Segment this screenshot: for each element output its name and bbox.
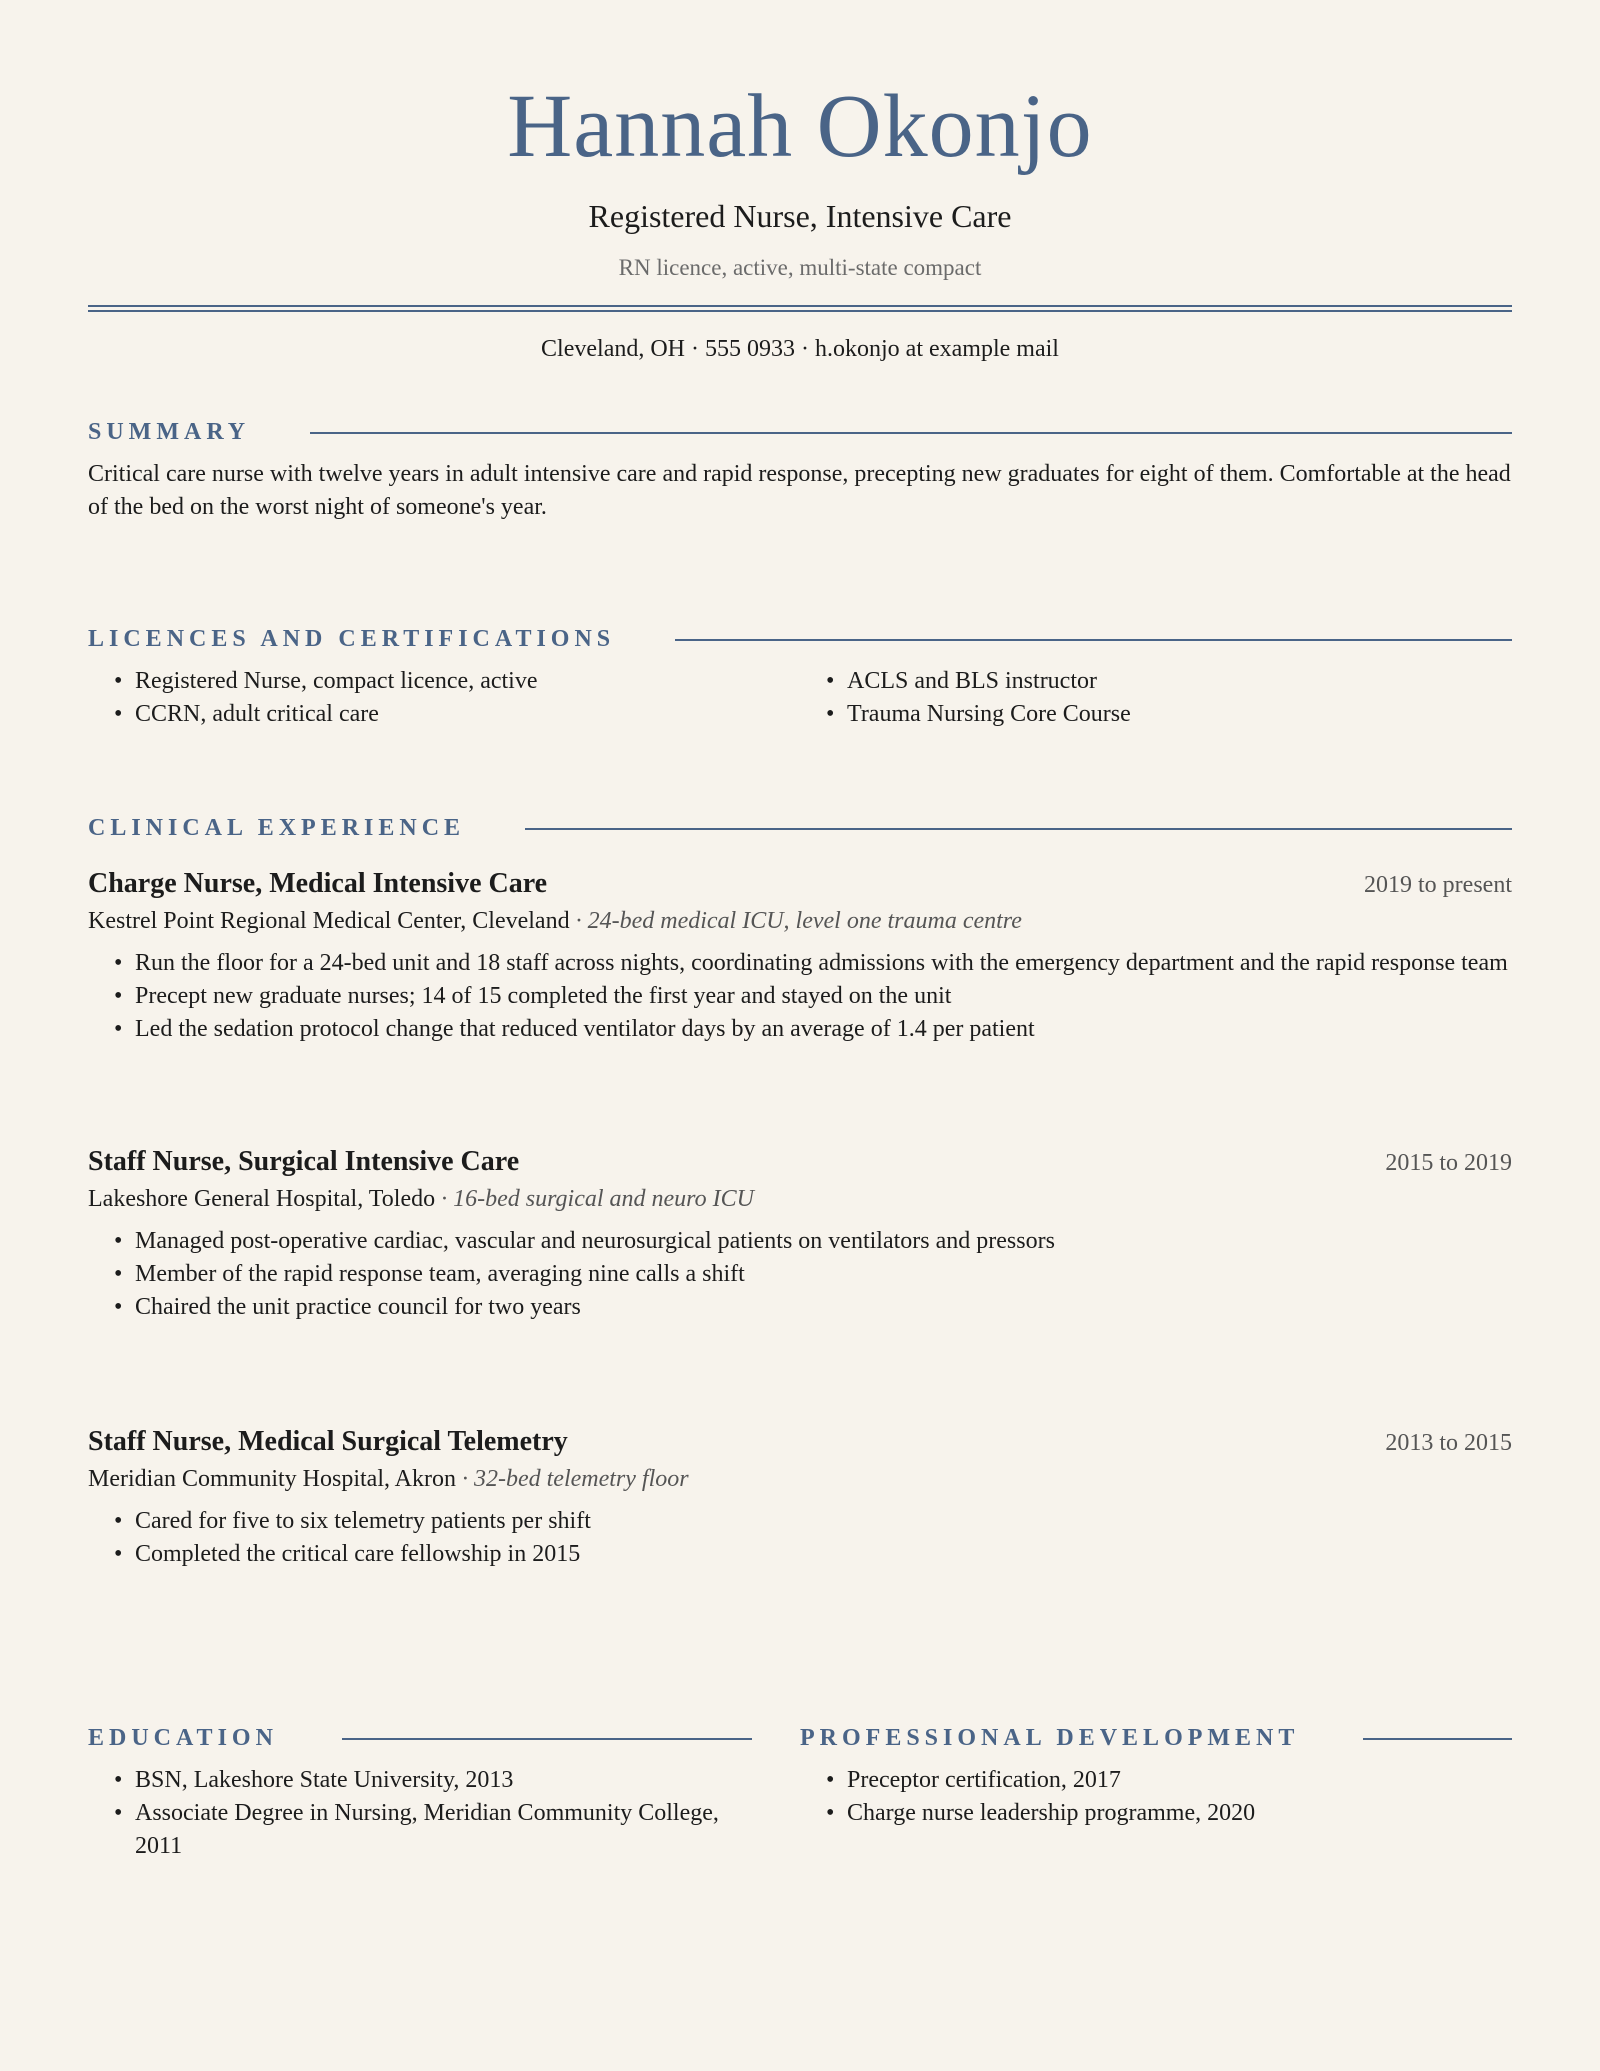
licences-heading-row [88, 626, 1512, 653]
header-divider [88, 305, 1512, 312]
job-bullet: • Chaired the unit practice council for two years [88, 1291, 1512, 1324]
job-title: Charge Nurse, Medical Intensive Care [88, 868, 548, 899]
education-item: • BSN, Lakeshore State University, 2013 [88, 1764, 752, 1797]
licences-section [88, 626, 1512, 731]
summary-section [88, 419, 1512, 524]
licences-heading: LICENCES AND CERTIFICATIONS [88, 626, 616, 652]
job-header [88, 868, 1512, 900]
education-list [88, 1764, 752, 1863]
licences-left-list [88, 665, 800, 731]
section-rule [342, 1738, 752, 1740]
experience-heading-row [88, 815, 1512, 842]
job-bullet: • Led the sedation protocol change that reduced ventilator days by an average of 1.4 per patient [88, 1013, 1512, 1046]
development-item: • Preceptor certification, 2017 [800, 1764, 1512, 1797]
job-bullets [88, 1225, 1512, 1324]
job-bullets [88, 947, 1512, 1046]
job-entry [88, 1146, 1512, 1324]
licences-left-column [88, 665, 800, 731]
licences-columns [88, 665, 1512, 731]
development-heading-row [800, 1725, 1512, 1752]
job-organization [88, 908, 1512, 935]
employer-name: Kestrel Point Regional Medical Center, Cleveland [88, 908, 570, 934]
job-bullet: • Run the floor for a 24-bed unit and 18 staff across nights, coordinating admissions with the emergency department and the rapid response team [88, 947, 1512, 980]
job-header [88, 1146, 1512, 1178]
job-bullet: • Precept new graduate nurses; 14 of 15 completed the first year and stayed on the unit [88, 980, 1512, 1013]
summary-text: Critical care nurse with twelve years in adult intensive care and rapid response, precepting new graduates for eight of them. Comfortable at the head of the bed on the worst night of someone's year. [88, 461, 1511, 520]
section-rule [525, 828, 1512, 830]
bottom-sections [88, 1725, 1512, 1863]
job-entry [88, 1426, 1512, 1571]
employer-name: Meridian Community Hospital, Akron [88, 1466, 456, 1492]
job-bullet: • Completed the critical care fellowship in 2015 [88, 1538, 1512, 1571]
education-item: • Associate Degree in Nursing, Meridian Community College, 2011 [88, 1797, 752, 1863]
development-heading: PROFESSIONAL DEVELOPMENT [800, 1725, 1300, 1751]
education-section [88, 1725, 800, 1863]
experience-section [88, 815, 1512, 1571]
unit-note: · 16-bed surgical and neuro ICU [441, 1186, 754, 1212]
job-dates: 2015 to 2019 [1385, 1150, 1512, 1176]
candidate-name: Hannah Okonjo [507, 77, 1093, 176]
licences-right-list [800, 665, 1512, 731]
job-header [88, 1426, 1512, 1458]
licence-item: • Trauma Nursing Core Course [800, 698, 1512, 731]
job-headline: Registered Nurse, Intensive Care [588, 198, 1012, 234]
employer-name: Lakeshore General Hospital, Toledo [88, 1186, 436, 1212]
job-bullet: • Cared for five to six telemetry patients per shift [88, 1505, 1512, 1538]
education-heading: EDUCATION [88, 1725, 278, 1751]
job-bullet: • Member of the rapid response team, averaging nine calls a shift [88, 1258, 1512, 1291]
section-rule [1363, 1738, 1512, 1740]
job-bullets [88, 1505, 1512, 1571]
unit-note: · 24-bed medical ICU, level one trauma centre [575, 908, 1022, 934]
development-list [800, 1764, 1512, 1830]
job-dates: 2019 to present [1364, 872, 1512, 898]
resume-header [88, 0, 1512, 363]
experience-heading: CLINICAL EXPERIENCE [88, 815, 466, 841]
education-heading-row [88, 1725, 752, 1752]
job-organization [88, 1186, 1512, 1213]
licence-status: RN licence, active, multi-state compact [618, 255, 982, 280]
licence-item: • Registered Nurse, compact licence, active [88, 665, 800, 698]
unit-note: · 32-bed telemetry floor [461, 1466, 689, 1492]
job-dates: 2013 to 2015 [1385, 1430, 1512, 1456]
section-rule [675, 639, 1512, 641]
summary-heading: SUMMARY [88, 419, 251, 445]
summary-heading-row [88, 419, 1512, 446]
development-item: • Charge nurse leadership programme, 2020 [800, 1797, 1512, 1830]
job-title: Staff Nurse, Surgical Intensive Care [88, 1146, 520, 1177]
job-entry [88, 868, 1512, 1046]
job-title: Staff Nurse, Medical Surgical Telemetry [88, 1426, 568, 1457]
licence-item: • ACLS and BLS instructor [800, 665, 1512, 698]
development-section [800, 1725, 1512, 1863]
job-bullet: • Managed post-operative cardiac, vascular and neurosurgical patients on ventilators and pressors [88, 1225, 1512, 1258]
licences-right-column [800, 665, 1512, 731]
contact-line: Cleveland, OH · 555 0933 · h.okonjo at example mail [541, 336, 1059, 362]
section-rule [310, 432, 1512, 434]
job-organization [88, 1466, 1512, 1493]
licence-item: • CCRN, adult critical care [88, 698, 800, 731]
